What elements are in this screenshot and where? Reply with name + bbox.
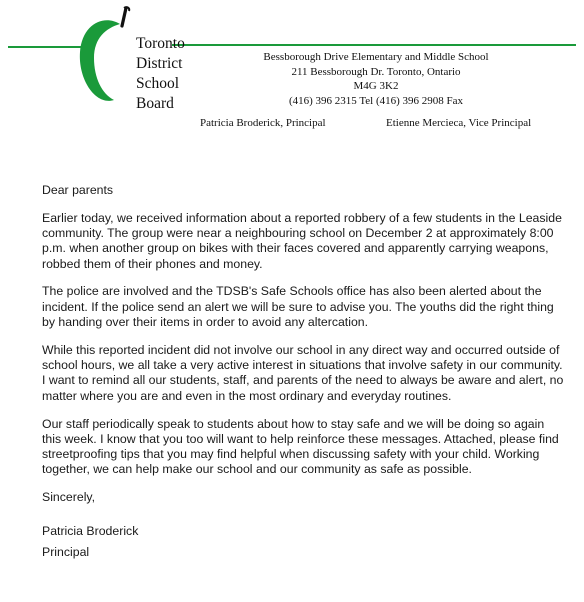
header-rule-right xyxy=(172,44,576,46)
principal-name: Patricia Broderick, Principal xyxy=(200,117,326,129)
board-name xyxy=(136,34,185,114)
board-name-line: Board xyxy=(136,95,174,112)
school-address-block xyxy=(226,50,526,108)
closing: Sincerely, xyxy=(42,490,96,505)
board-name-line: District xyxy=(136,55,183,72)
letter-paragraph: Earlier today, we received information about a reported robbery of a few students in the Leaside community. The group were near a neighbouring school on December 2 at approximately 8:00 p.m. when another group on bikes with their faces covered and apparently carrying weapons, robbed them of their phones and money. xyxy=(42,210,562,271)
vice-principal-name: Etienne Mercieca, Vice Principal xyxy=(386,117,532,129)
school-name: Bessborough Drive Elementary and Middle School xyxy=(263,51,489,63)
board-name-line: School xyxy=(136,75,180,92)
signer-title: Principal xyxy=(42,544,90,559)
letter-paragraph: Our staff periodically speak to students about how to stay safe and we will be doing so again this week. I know that you too will want to help reinforce these messages. Attached, please find streetproofing tips that you may find helpful when discussing safety with your child. Working together, we can help make our school and our community as safe as possible. xyxy=(42,416,559,477)
school-address: 211 Bessborough Dr. Toronto, Ontario xyxy=(291,65,461,78)
postal-code: M4G 3K2 xyxy=(353,80,399,92)
phone-fax: (416) 396 2315 Tel (416) 396 2908 Fax xyxy=(288,94,464,107)
letter-body xyxy=(42,183,564,560)
letter-paragraph: While this reported incident did not involve our school in any direct way and occurred outside of school hours, we all take a very active interest in situations that involve safety in our community. I want to remind all our students, staff, and parents of the need to always be aware and alert, no matter where you are and even in the most ordinary and everyday routines. xyxy=(42,342,564,403)
letter-paragraph: The police are involved and the TDSB's Safe Schools office has also been alerted about the incident. If the police send an alert we will be sure to advise you. The youths did the right thing by handing over their items in order to avoid any altercation. xyxy=(42,284,554,330)
board-name-line: Toronto xyxy=(136,35,185,52)
apple-logo-icon xyxy=(74,2,144,106)
signer-name: Patricia Broderick xyxy=(42,523,139,538)
salutation: Dear parents xyxy=(42,183,114,197)
